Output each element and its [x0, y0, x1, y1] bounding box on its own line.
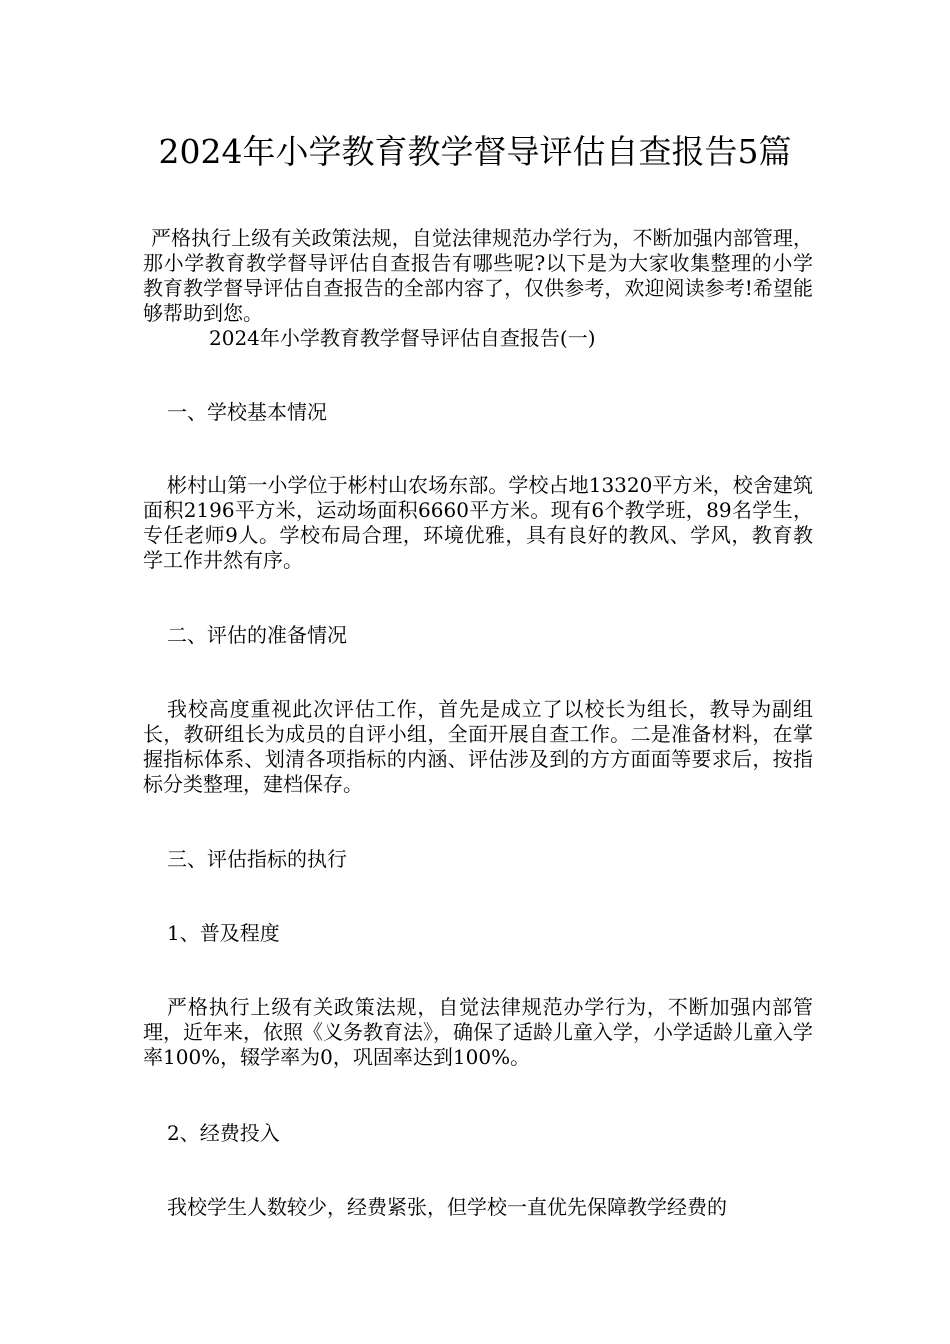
section-heading-popularization: 1、普及程度	[167, 921, 280, 945]
section-heading-basic-info: 一、学校基本情况	[167, 400, 327, 424]
section-heading-funding: 2、经费投入	[167, 1121, 280, 1145]
intro-paragraph: 严格执行上级有关政策法规，自觉法律规范办学行为，不断加强内部管理，那小学教育教学督导评估自查报告有哪些呢?以下是为大家收集整理的小学教育教学督导评估自查报告的全部内容了，仅供参考，欢迎阅读参考!希望能够帮助到您。	[143, 226, 813, 325]
document-title: 2024年小学教育教学督导评估自查报告5篇	[158, 132, 792, 171]
section-body-popularization: 严格执行上级有关政策法规，自觉法律规范办学行为，不断加强内部管理，近年来，依照《义务教育法》，确保了适龄儿童入学，小学适龄儿童入学率100%，辍学率为0，巩固率达到100%。	[143, 995, 813, 1069]
section-heading-preparation: 二、评估的准备情况	[167, 623, 347, 647]
report-subtitle: 2024年小学教育教学督导评估自查报告(一)	[209, 326, 596, 350]
section-body-preparation: 我校高度重视此次评估工作，首先是成立了以校长为组长，教导为副组长，教研组长为成员的自评小组，全面开展自查工作。二是准备材料，在掌握指标体系、划清各项指标的内涵、评估涉及到的方方面面等要求后，按指标分类整理，建档保存。	[143, 697, 813, 796]
section-heading-indicators: 三、评估指标的执行	[167, 847, 347, 871]
section-body-basic-info: 彬村山第一小学位于彬村山农场东部。学校占地13320平方米，校舍建筑面积2196平方米，运动场面积6660平方米。现有6个教学班，89名学生，专任老师9人。学校布局合理，环境优雅，具有良好的教风、学风，教育教学工作井然有序。	[143, 473, 813, 572]
section-body-funding: 我校学生人数较少，经费紧张，但学校一直优先保障教学经费的	[167, 1195, 727, 1219]
